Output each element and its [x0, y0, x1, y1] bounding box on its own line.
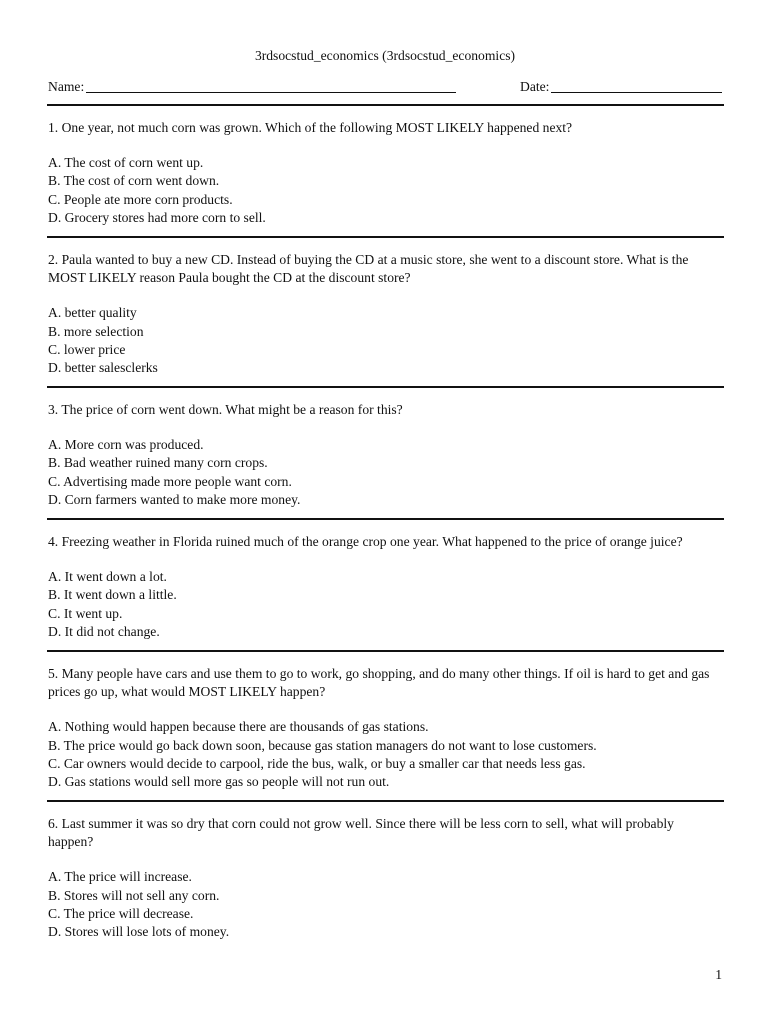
- question-stem: 3. The price of corn went down. What might be a reason for this?: [48, 402, 403, 417]
- answer-option-b: B. The price would go back down soon, because gas station managers do not want to lose customers.: [48, 737, 597, 753]
- answer-option-d: D. It did not change.: [48, 623, 160, 639]
- answer-option-c: C. Advertising made more people want corn.: [48, 473, 292, 489]
- question-4: [48, 533, 722, 641]
- answer-option-b: B. Bad weather ruined many corn crops.: [48, 455, 268, 471]
- answer-option-b: B. more selection: [48, 323, 144, 339]
- answer-option-d: D. Stores will lose lots of money.: [48, 924, 230, 940]
- answer-option-d: D. Grocery stores had more corn to sell.: [48, 209, 266, 225]
- answer-option-d: D. Gas stations would sell more gas so people will not run out.: [48, 774, 390, 790]
- answer-option-a: A. Nothing would happen because there are thousands of gas stations.: [48, 719, 429, 735]
- answer-option-a: A. It went down a lot.: [48, 569, 167, 585]
- divider-rule: [47, 236, 724, 238]
- question-stem: 6. Last summer it was so dry that corn could not grow well. Since there will be less corn to sell, what will probably happen?: [48, 816, 674, 850]
- name-date-row: [48, 78, 723, 98]
- question-stem: 2. Paula wanted to buy a new CD. Instead of buying the CD at a music store, she went to a discount store. What is the MOST LIKELY reason Paula bought the CD at the discount store?: [48, 252, 689, 286]
- question-3: [48, 401, 722, 509]
- divider-rule: [47, 518, 724, 520]
- answer-option-a: A. More corn was produced.: [48, 437, 204, 453]
- question-6: [48, 815, 722, 941]
- question-stem: 5. Many people have cars and use them to go to work, go shopping, and do many other things. If oil is hard to get and gas prices go up, what would MOST LIKELY happen?: [48, 666, 710, 700]
- answer-option-c: C. People ate more corn products.: [48, 191, 233, 207]
- page-number: 1: [715, 967, 722, 982]
- answer-option-b: B. The cost of corn went down.: [48, 173, 220, 189]
- question-stem: 1. One year, not much corn was grown. Which of the following MOST LIKELY happened next?: [48, 120, 573, 135]
- answer-option-c: C. The price will decrease.: [48, 905, 194, 921]
- question-5: [48, 665, 722, 791]
- answer-option-c: C. It went up.: [48, 605, 123, 621]
- answer-option-b: B. Stores will not sell any corn.: [48, 887, 220, 903]
- divider-rule: [47, 104, 724, 106]
- answer-option-c: C. lower price: [48, 341, 126, 357]
- question-1: [48, 119, 722, 227]
- answer-option-d: D. Corn farmers wanted to make more money.: [48, 491, 301, 507]
- divider-rule: [47, 386, 724, 388]
- divider-rule: [47, 650, 724, 652]
- answer-option-c: C. Car owners would decide to carpool, ride the bus, walk, or buy a smaller car that needs less gas.: [48, 755, 586, 771]
- answer-option-a: A. The cost of corn went up.: [48, 155, 204, 171]
- date-blank-line: [551, 92, 722, 93]
- answer-option-a: A. better quality: [48, 305, 137, 321]
- divider-rule: [47, 800, 724, 802]
- date-label: Date:: [520, 79, 550, 94]
- name-label: Name:: [48, 79, 85, 94]
- answer-option-a: A. The price will increase.: [48, 869, 192, 885]
- name-blank-line: [86, 92, 456, 93]
- answer-option-b: B. It went down a little.: [48, 587, 177, 603]
- page-title: 3rdsocstud_economics (3rdsocstud_economics): [254, 48, 516, 63]
- answer-option-d: D. better salesclerks: [48, 360, 158, 376]
- question-stem: 4. Freezing weather in Florida ruined much of the orange crop one year. What happened to the price of orange juice?: [48, 534, 683, 549]
- question-2: [48, 251, 722, 377]
